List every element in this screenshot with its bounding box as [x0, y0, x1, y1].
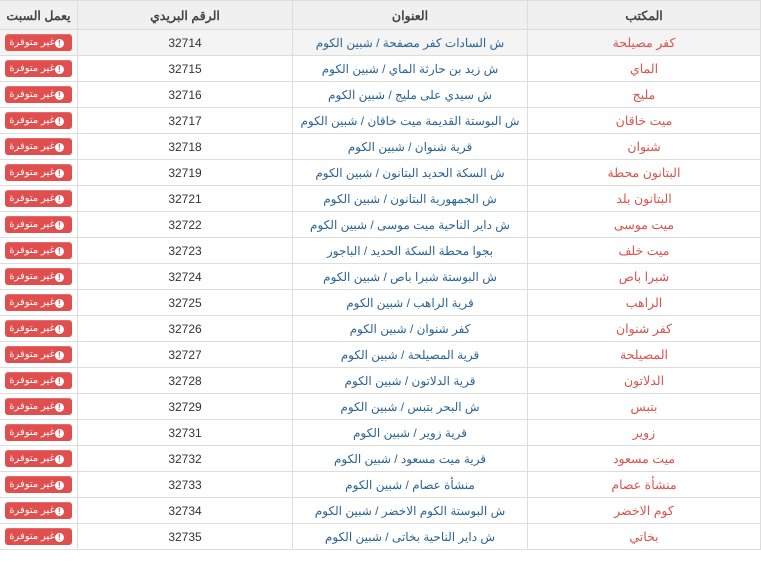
table-row [0, 394, 761, 420]
status-badge-label: غير متوفرة [9, 141, 55, 152]
cell-saturday [0, 368, 78, 394]
cell-address: ش البوستة الكوم الاخضر / شبين الكوم [293, 498, 528, 524]
status-badge-label: غير متوفرة [9, 349, 55, 360]
info-circle-icon: ! [55, 299, 64, 308]
info-circle-icon: ! [55, 429, 64, 438]
status-badge-label: غير متوفرة [9, 531, 55, 542]
cell-zip: 32721 [78, 186, 293, 212]
info-circle-icon: ! [55, 143, 64, 152]
cell-saturday [0, 264, 78, 290]
cell-saturday [0, 212, 78, 238]
cell-address: ش السادات كفر مصفحة / شبين الكوم [293, 30, 528, 56]
cell-office: البتانون بلد [528, 186, 761, 212]
cell-zip: 32723 [78, 238, 293, 264]
info-circle-icon: ! [55, 91, 64, 100]
status-badge [5, 112, 72, 129]
cell-saturday [0, 524, 78, 550]
table-body [0, 30, 761, 550]
info-circle-icon: ! [55, 195, 64, 204]
cell-office: البتانون محطة [528, 160, 761, 186]
cell-address: بجوا محطة السكة الحديد / الباجور [293, 238, 528, 264]
cell-address: قرية ميت مسعود / شبين الكوم [293, 446, 528, 472]
cell-zip: 32732 [78, 446, 293, 472]
status-badge-label: غير متوفرة [9, 193, 55, 204]
table-row [0, 498, 761, 524]
column-header-address: العنوان [293, 1, 528, 30]
info-circle-icon: ! [55, 481, 64, 490]
status-badge [5, 216, 72, 233]
cell-zip: 32725 [78, 290, 293, 316]
cell-office: شنوان [528, 134, 761, 160]
cell-office: منشأة عصام [528, 472, 761, 498]
cell-address: قرية الدلاتون / شبين الكوم [293, 368, 528, 394]
status-badge-label: غير متوفرة [9, 427, 55, 438]
info-circle-icon: ! [55, 403, 64, 412]
cell-saturday [0, 498, 78, 524]
cell-saturday [0, 446, 78, 472]
info-circle-icon: ! [55, 507, 64, 516]
status-badge-label: غير متوفرة [9, 63, 55, 74]
status-badge [5, 476, 72, 493]
status-badge [5, 86, 72, 103]
cell-zip: 32714 [78, 30, 293, 56]
status-badge [5, 294, 72, 311]
table-row [0, 290, 761, 316]
cell-zip: 32719 [78, 160, 293, 186]
cell-office: ميت موسى [528, 212, 761, 238]
cell-address: قرية الراهب / شبين الكوم [293, 290, 528, 316]
table-row [0, 472, 761, 498]
info-circle-icon: ! [55, 455, 64, 464]
cell-saturday [0, 160, 78, 186]
column-header-saturday: يعمل السبت [0, 1, 78, 30]
status-badge [5, 450, 72, 467]
cell-office: ميت خاقان [528, 108, 761, 134]
cell-zip: 32722 [78, 212, 293, 238]
cell-zip: 32717 [78, 108, 293, 134]
cell-office: الماي [528, 56, 761, 82]
table-row [0, 316, 761, 342]
cell-address: ش الجمهورية البتانون / شبين الكوم [293, 186, 528, 212]
cell-zip: 32734 [78, 498, 293, 524]
cell-zip: 32727 [78, 342, 293, 368]
cell-saturday [0, 56, 78, 82]
status-badge-label: غير متوفرة [9, 375, 55, 386]
cell-office: شبرا باص [528, 264, 761, 290]
cell-address: قرية المصيلحة / شبين الكوم [293, 342, 528, 368]
cell-saturday [0, 82, 78, 108]
info-circle-icon: ! [55, 247, 64, 256]
status-badge-label: غير متوفرة [9, 479, 55, 490]
cell-zip: 32716 [78, 82, 293, 108]
info-circle-icon: ! [55, 273, 64, 282]
cell-address: كفر شنوان / شبين الكوم [293, 316, 528, 342]
cell-saturday [0, 472, 78, 498]
cell-address: قرية زوير / شبين الكوم [293, 420, 528, 446]
table-row [0, 134, 761, 160]
status-badge [5, 502, 72, 519]
info-circle-icon: ! [55, 169, 64, 178]
cell-address: ش داير الناحية ميت موسى / شبين الكوم [293, 212, 528, 238]
status-badge-label: غير متوفرة [9, 323, 55, 334]
cell-address: ش سيدي على مليج / شبين الكوم [293, 82, 528, 108]
cell-saturday [0, 420, 78, 446]
status-badge-label: غير متوفرة [9, 453, 55, 464]
cell-office: مليج [528, 82, 761, 108]
cell-saturday [0, 108, 78, 134]
status-badge [5, 34, 72, 51]
cell-zip: 32729 [78, 394, 293, 420]
table-row [0, 160, 761, 186]
status-badge-label: غير متوفرة [9, 115, 55, 126]
cell-zip: 32728 [78, 368, 293, 394]
table-row [0, 342, 761, 368]
cell-saturday [0, 316, 78, 342]
table-row [0, 368, 761, 394]
cell-address: ش البوستة شبرا باص / شبين الكوم [293, 264, 528, 290]
status-badge [5, 398, 72, 415]
cell-zip: 32726 [78, 316, 293, 342]
status-badge [5, 424, 72, 441]
status-badge-label: غير متوفرة [9, 37, 55, 48]
cell-office: الدلاتون [528, 368, 761, 394]
cell-zip: 32718 [78, 134, 293, 160]
status-badge-label: غير متوفرة [9, 297, 55, 308]
cell-office: ميت مسعود [528, 446, 761, 472]
status-badge-label: غير متوفرة [9, 245, 55, 256]
table-header-row [0, 1, 761, 30]
status-badge [5, 242, 72, 259]
table-row [0, 264, 761, 290]
table-row [0, 186, 761, 212]
status-badge-label: غير متوفرة [9, 271, 55, 282]
cell-address: ش داير الناحية بخاتى / شبين الكوم [293, 524, 528, 550]
status-badge [5, 528, 72, 545]
status-badge [5, 268, 72, 285]
cell-office: الراهب [528, 290, 761, 316]
status-badge [5, 372, 72, 389]
status-badge-label: غير متوفرة [9, 219, 55, 230]
cell-office: بخاتي [528, 524, 761, 550]
status-badge-label: غير متوفرة [9, 89, 55, 100]
cell-address: منشأة عصام / شبين الكوم [293, 472, 528, 498]
table-row [0, 420, 761, 446]
info-circle-icon: ! [55, 325, 64, 334]
cell-office: كفر مصيلحة [528, 30, 761, 56]
cell-saturday [0, 30, 78, 56]
info-circle-icon: ! [55, 377, 64, 386]
cell-zip: 32731 [78, 420, 293, 446]
cell-address: قرية شنوان / شبين الكوم [293, 134, 528, 160]
cell-address: ش البحر بتبس / شبين الكوم [293, 394, 528, 420]
status-badge [5, 138, 72, 155]
cell-address: ش السكة الحديد البتانون / شبين الكوم [293, 160, 528, 186]
cell-zip: 32715 [78, 56, 293, 82]
column-header-zip: الرقم البريدي [78, 1, 293, 30]
cell-saturday [0, 238, 78, 264]
cell-office: المصيلحة [528, 342, 761, 368]
table-row [0, 524, 761, 550]
table-row [0, 212, 761, 238]
status-badge [5, 60, 72, 77]
table-row [0, 108, 761, 134]
table-row [0, 446, 761, 472]
status-badge-label: غير متوفرة [9, 505, 55, 516]
status-badge-label: غير متوفرة [9, 401, 55, 412]
cell-office: بتبس [528, 394, 761, 420]
status-badge [5, 190, 72, 207]
column-header-office: المكتب [528, 1, 761, 30]
info-circle-icon: ! [55, 221, 64, 230]
status-badge [5, 164, 72, 181]
cell-office: زوير [528, 420, 761, 446]
cell-saturday [0, 186, 78, 212]
cell-office: ميت خلف [528, 238, 761, 264]
info-circle-icon: ! [55, 117, 64, 126]
cell-saturday [0, 342, 78, 368]
info-circle-icon: ! [55, 39, 64, 48]
table-row [0, 30, 761, 56]
cell-zip: 32735 [78, 524, 293, 550]
cell-office: كوم الاخضر [528, 498, 761, 524]
status-badge-label: غير متوفرة [9, 167, 55, 178]
table-header [0, 1, 761, 30]
cell-address: ش زيد بن حارثة الماي / شبين الكوم [293, 56, 528, 82]
table-row [0, 56, 761, 82]
cell-office: كفر شنوان [528, 316, 761, 342]
status-badge [5, 320, 72, 337]
status-badge [5, 346, 72, 363]
cell-address: ش البوستة القديمة ميت خاقان / شبين الكوم [293, 108, 528, 134]
cell-zip: 32733 [78, 472, 293, 498]
info-circle-icon: ! [55, 351, 64, 360]
table-row [0, 82, 761, 108]
cell-saturday [0, 394, 78, 420]
cell-zip: 32724 [78, 264, 293, 290]
cell-saturday [0, 290, 78, 316]
cell-saturday [0, 134, 78, 160]
info-circle-icon: ! [55, 533, 64, 542]
table-row [0, 238, 761, 264]
info-circle-icon: ! [55, 65, 64, 74]
